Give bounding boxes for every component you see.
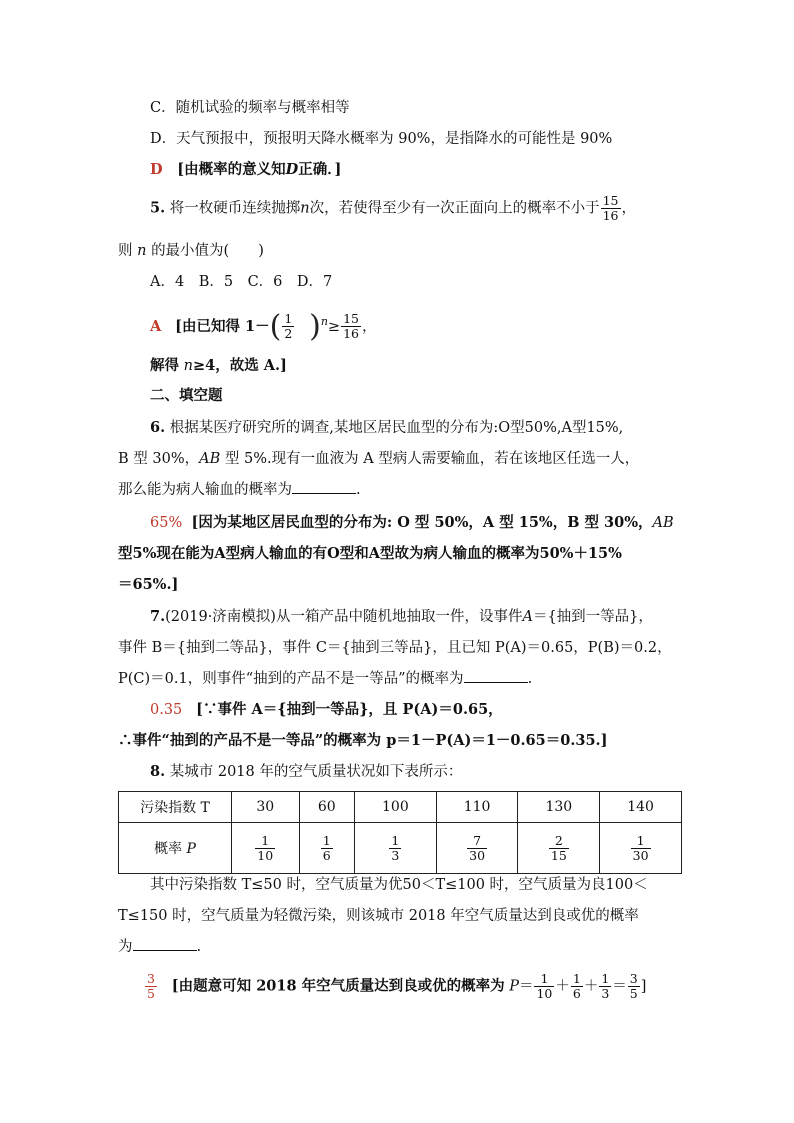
q4-answer (150, 160, 341, 180)
q8-blank (133, 938, 197, 951)
table-cell: 60 (299, 792, 354, 823)
table-cell: 140 (600, 792, 682, 823)
q8-after-line3: 为 . (118, 939, 202, 955)
table-cell: $\frac{1}{30}$ (600, 823, 682, 874)
table-cell: $\frac{1}{10}$ (232, 823, 300, 874)
q6-stem-line1: 6. 根据某医疗研究所的调查,某地区居民血型的分布为:O型50%,A型15%, (150, 419, 624, 436)
table-cell: 100 (355, 792, 437, 823)
q7-number: 7. (150, 608, 166, 625)
table-cell: $\frac{2}{15}$ (518, 823, 600, 874)
table-cell: $\frac{1}{6}$ (299, 823, 354, 874)
table-row (119, 823, 682, 874)
table-cell: 110 (436, 792, 518, 823)
table-header-index: 污染指数 T (119, 792, 232, 823)
q5-solution: 解得 n≥4，故选 A.] (150, 357, 287, 374)
q5-stem-line1: 5. 将一枚硬币连续抛掷n次，若使得至少有一次正面向上的概率不小于 $\frac{15}{16}$ ， (150, 193, 636, 223)
q6-number: 6. (150, 419, 166, 436)
q5-fraction: $\frac{15}{16}$ (602, 193, 619, 223)
q7-stem-line2: 事件 B＝{抽到二等品}，事件 C＝{抽到三等品}，且已知 P(A)＝0.65，P(B)＝0.2， (118, 640, 672, 656)
table-header-probability: 概率 P (119, 823, 232, 874)
option-c: C．随机试验的频率与概率相等 (150, 100, 350, 116)
q8-answer-value: $\frac{3}{5}$ (147, 971, 155, 1001)
q6-explanation-line2: 型5%现在能为A型病人输血的有O型和A型故为病人输血的概率为50%＋15% (118, 545, 622, 562)
q8-after-line2: T≤150 时，空气质量为轻微污染，则该城市 2018 年空气质量达到良或优的概率 (118, 908, 639, 924)
table-cell: $\frac{7}{30}$ (436, 823, 518, 874)
q6-explanation-line3: ＝65%.] (118, 576, 179, 593)
q8-number: 8. (150, 763, 166, 780)
q6-answer: 65% [因为某地区居民血型的分布为: O 型 50%，A 型 15%，B 型 30%，AB (150, 514, 674, 531)
option-d: D．天气预报中，预报明天降水概率为 90%，是指降水的可能性是 90% (150, 131, 613, 147)
q7-stem-line1: 7.(2019·济南模拟)从一箱产品中随机地抽取一件，设事件A＝{抽到一等品}， (150, 608, 653, 625)
q5-number: 5. (150, 199, 166, 217)
q7-answer: 0.35 [∵事件 A＝{抽到一等品}，且 P(A)＝0.65， (150, 701, 503, 718)
table-cell: 30 (232, 792, 300, 823)
q7-answer-value: 0.35 (150, 702, 183, 718)
q6-stem-line3: 那么能为病人输血的概率为 . (118, 482, 361, 498)
q5-options: A．4 B．5 C．6 D．7 (150, 274, 333, 290)
table-row (119, 792, 682, 823)
q7-blank (464, 670, 528, 683)
q8-stem-line1: 8. 某城市 2018 年的空气质量状况如下表所示： (150, 763, 463, 780)
q5-answer-letter: A (150, 317, 162, 335)
table-cell: 130 (518, 792, 600, 823)
q6-blank (292, 481, 356, 494)
table-cell: $\frac{1}{3}$ (355, 823, 437, 874)
q5-stem-line2: 则 n 的最小值为( ) (118, 243, 264, 259)
q4-explanation: [由概率的意义知D正确．] (177, 161, 342, 178)
q4-answer-letter: D (150, 161, 163, 178)
q6-answer-value: 65% (150, 515, 183, 531)
pollution-table (118, 791, 682, 874)
q7-explanation-line2: ∴事件“抽到的产品不是一等品”的概率为 p＝1－P(A)＝1－0.65＝0.35.] (118, 732, 608, 749)
q6-stem-line2: B 型 30%，AB 型 5%.现有一血液为 A 型病人需要输血，若在该地区任选一人， (118, 451, 640, 467)
q8-answer: $\frac{3}{5}$ [由题意可知 2018 年空气质量达到良或优的概率为 P＝ $\frac{1}{10}$ ＋ $\frac{1}{6}$ ＋ $\frac{1}{3}$ ＝ $\frac{3}{5}$ ] (147, 971, 647, 1001)
section-title: 二、填空题 (150, 387, 223, 404)
q8-after-line1: 其中污染指数 T≤50 时，空气质量为优50＜T≤100 时，空气质量为良100＜ (150, 877, 648, 893)
q7-stem-line3: P(C)＝0.1，则事件“抽到的产品不是一等品”的概率为 . (118, 671, 533, 687)
q5-answer: A [由已知得 1－( $\frac{1}{2}$ )$^n$≥ $\frac{15}{16}$ ， (150, 308, 377, 344)
